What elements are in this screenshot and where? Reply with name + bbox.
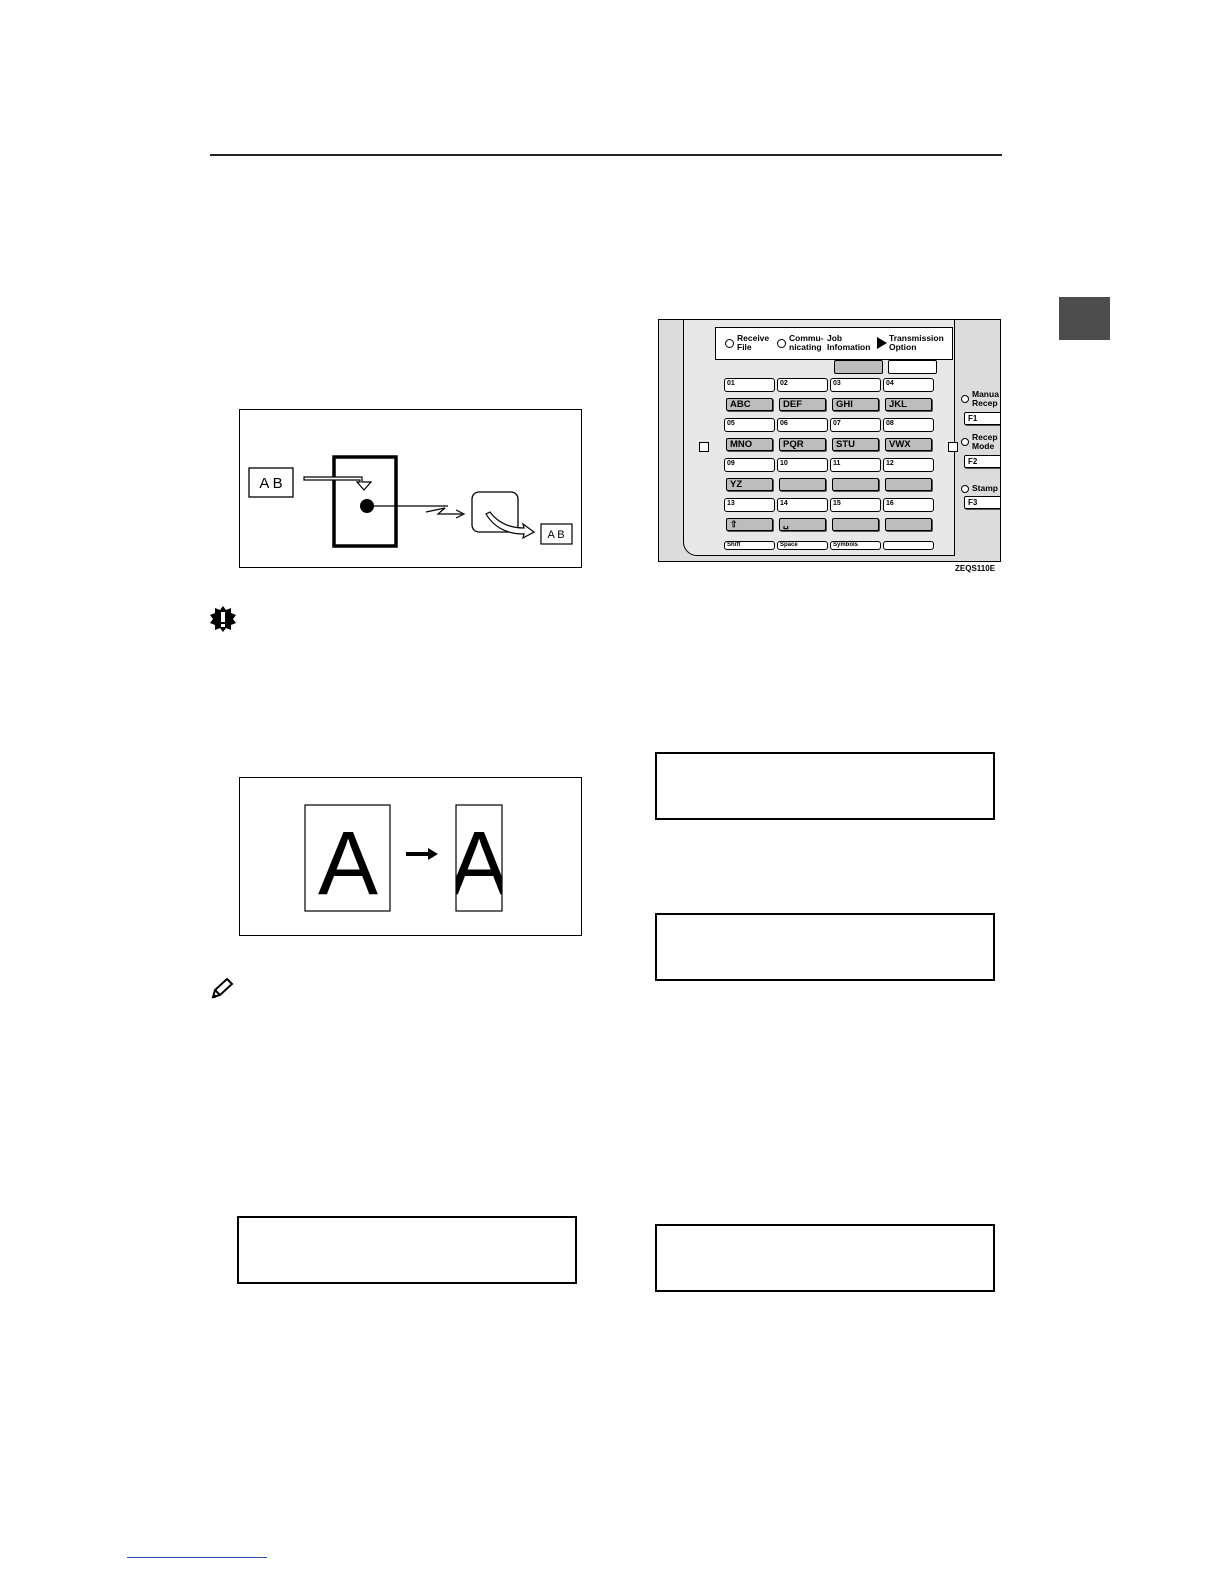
figure-transmission-diagram xyxy=(239,409,582,568)
one-touch-number-label: 11 xyxy=(830,458,881,472)
footer-link-underline[interactable] xyxy=(127,1557,267,1558)
one-touch-number-label: 13 xyxy=(724,498,775,512)
lamp-indicator-icon xyxy=(961,485,969,493)
chapter-tab xyxy=(1059,297,1110,340)
indicator-3 xyxy=(877,334,944,352)
one-touch-keypad xyxy=(724,378,940,553)
space-icon: ␣ xyxy=(783,519,789,529)
lamp-indicator-icon xyxy=(961,438,969,446)
note-pencil-icon xyxy=(210,978,234,1005)
lcd-ready-enter-fax xyxy=(655,1224,995,1292)
doc-label-left: A B xyxy=(259,475,283,492)
control-panel-figure xyxy=(658,319,1001,562)
function-key-label: Stamp xyxy=(972,483,998,493)
one-touch-number-label: 02 xyxy=(777,378,828,392)
one-touch-key[interactable]: MNO xyxy=(726,438,773,451)
panel-slot-right xyxy=(948,442,958,452)
shift-key[interactable] xyxy=(726,518,773,531)
one-touch-number-label: 04 xyxy=(883,378,934,392)
one-touch-key[interactable]: VWX xyxy=(885,438,932,451)
function-key-f3[interactable]: F3 xyxy=(964,496,1001,509)
one-touch-key[interactable]: YZ xyxy=(726,478,773,491)
header-rule xyxy=(210,154,1002,156)
key-caption-label: Space xyxy=(777,541,828,550)
lamp-indicator-icon xyxy=(961,395,969,403)
one-touch-number-label: 16 xyxy=(883,498,934,512)
panel-caption: ZEQS110E xyxy=(955,564,996,573)
lamp-indicator-icon xyxy=(777,339,786,348)
indicator-label: Receive File xyxy=(737,333,770,352)
one-touch-key[interactable] xyxy=(832,478,879,491)
lamp-indicator-icon xyxy=(725,339,734,348)
function-keys xyxy=(961,390,1001,520)
lcd-auto-reduction xyxy=(655,913,995,981)
one-touch-number-label: 12 xyxy=(883,458,934,472)
one-touch-key[interactable] xyxy=(779,478,826,491)
one-touch-number-label: 08 xyxy=(883,418,934,432)
one-touch-number-label: 15 xyxy=(830,498,881,512)
shift-icon: ⇧ xyxy=(730,519,738,529)
lcd-trans-option xyxy=(655,752,995,820)
symbols-key[interactable] xyxy=(832,518,879,531)
one-touch-key[interactable]: GHI xyxy=(832,398,879,411)
one-touch-key[interactable]: JKL xyxy=(885,398,932,411)
one-touch-number-label: 14 xyxy=(777,498,828,512)
reduction-illustration xyxy=(240,778,580,934)
function-key-f2[interactable]: F2 xyxy=(964,455,1001,468)
function-key-f1[interactable]: F1 xyxy=(964,412,1001,425)
function-key-label: Recep Mode xyxy=(972,432,998,451)
letter-reduced: A xyxy=(448,814,510,914)
indicator-label: Commu- nicating xyxy=(789,333,824,352)
figure-reduction-diagram xyxy=(239,777,582,936)
letter-original: A xyxy=(317,814,379,914)
triangle-indicator-icon xyxy=(877,337,887,349)
indicator-label: Transmission Option xyxy=(889,333,944,352)
key-caption-label: Symbols xyxy=(830,541,881,550)
function-key-label: Manua Recep xyxy=(972,389,999,408)
one-touch-number-label: 09 xyxy=(724,458,775,472)
one-touch-number-label: 05 xyxy=(724,418,775,432)
one-touch-key[interactable]: STU xyxy=(832,438,879,451)
indicator-2 xyxy=(827,334,870,352)
panel-key-blank-1[interactable] xyxy=(834,360,883,374)
one-touch-number-label: 01 xyxy=(724,378,775,392)
one-touch-key[interactable] xyxy=(885,478,932,491)
one-touch-number-label: 10 xyxy=(777,458,828,472)
transmission-illustration xyxy=(240,410,580,566)
lcd-ready-set-orig xyxy=(237,1216,577,1284)
one-touch-key[interactable]: ABC xyxy=(726,398,773,411)
space-key[interactable] xyxy=(779,518,826,531)
one-touch-number-label: 06 xyxy=(777,418,828,432)
indicator-row xyxy=(725,334,955,356)
one-touch-key[interactable]: PQR xyxy=(779,438,826,451)
one-touch-number-label: 07 xyxy=(830,418,881,432)
important-icon xyxy=(210,606,236,637)
doc-label-right: A B xyxy=(547,529,565,541)
indicator-0 xyxy=(725,334,769,352)
one-touch-key[interactable]: DEF xyxy=(779,398,826,411)
key-caption-label: Shift xyxy=(724,541,775,550)
one-touch-number-label: 03 xyxy=(830,378,881,392)
blank-key[interactable] xyxy=(885,518,932,531)
key-caption-label xyxy=(883,541,934,550)
panel-key-blank-2[interactable] xyxy=(888,360,937,374)
panel-slot-left xyxy=(699,442,709,452)
indicator-1 xyxy=(777,334,823,352)
indicator-label: Job Infomation xyxy=(827,333,871,352)
